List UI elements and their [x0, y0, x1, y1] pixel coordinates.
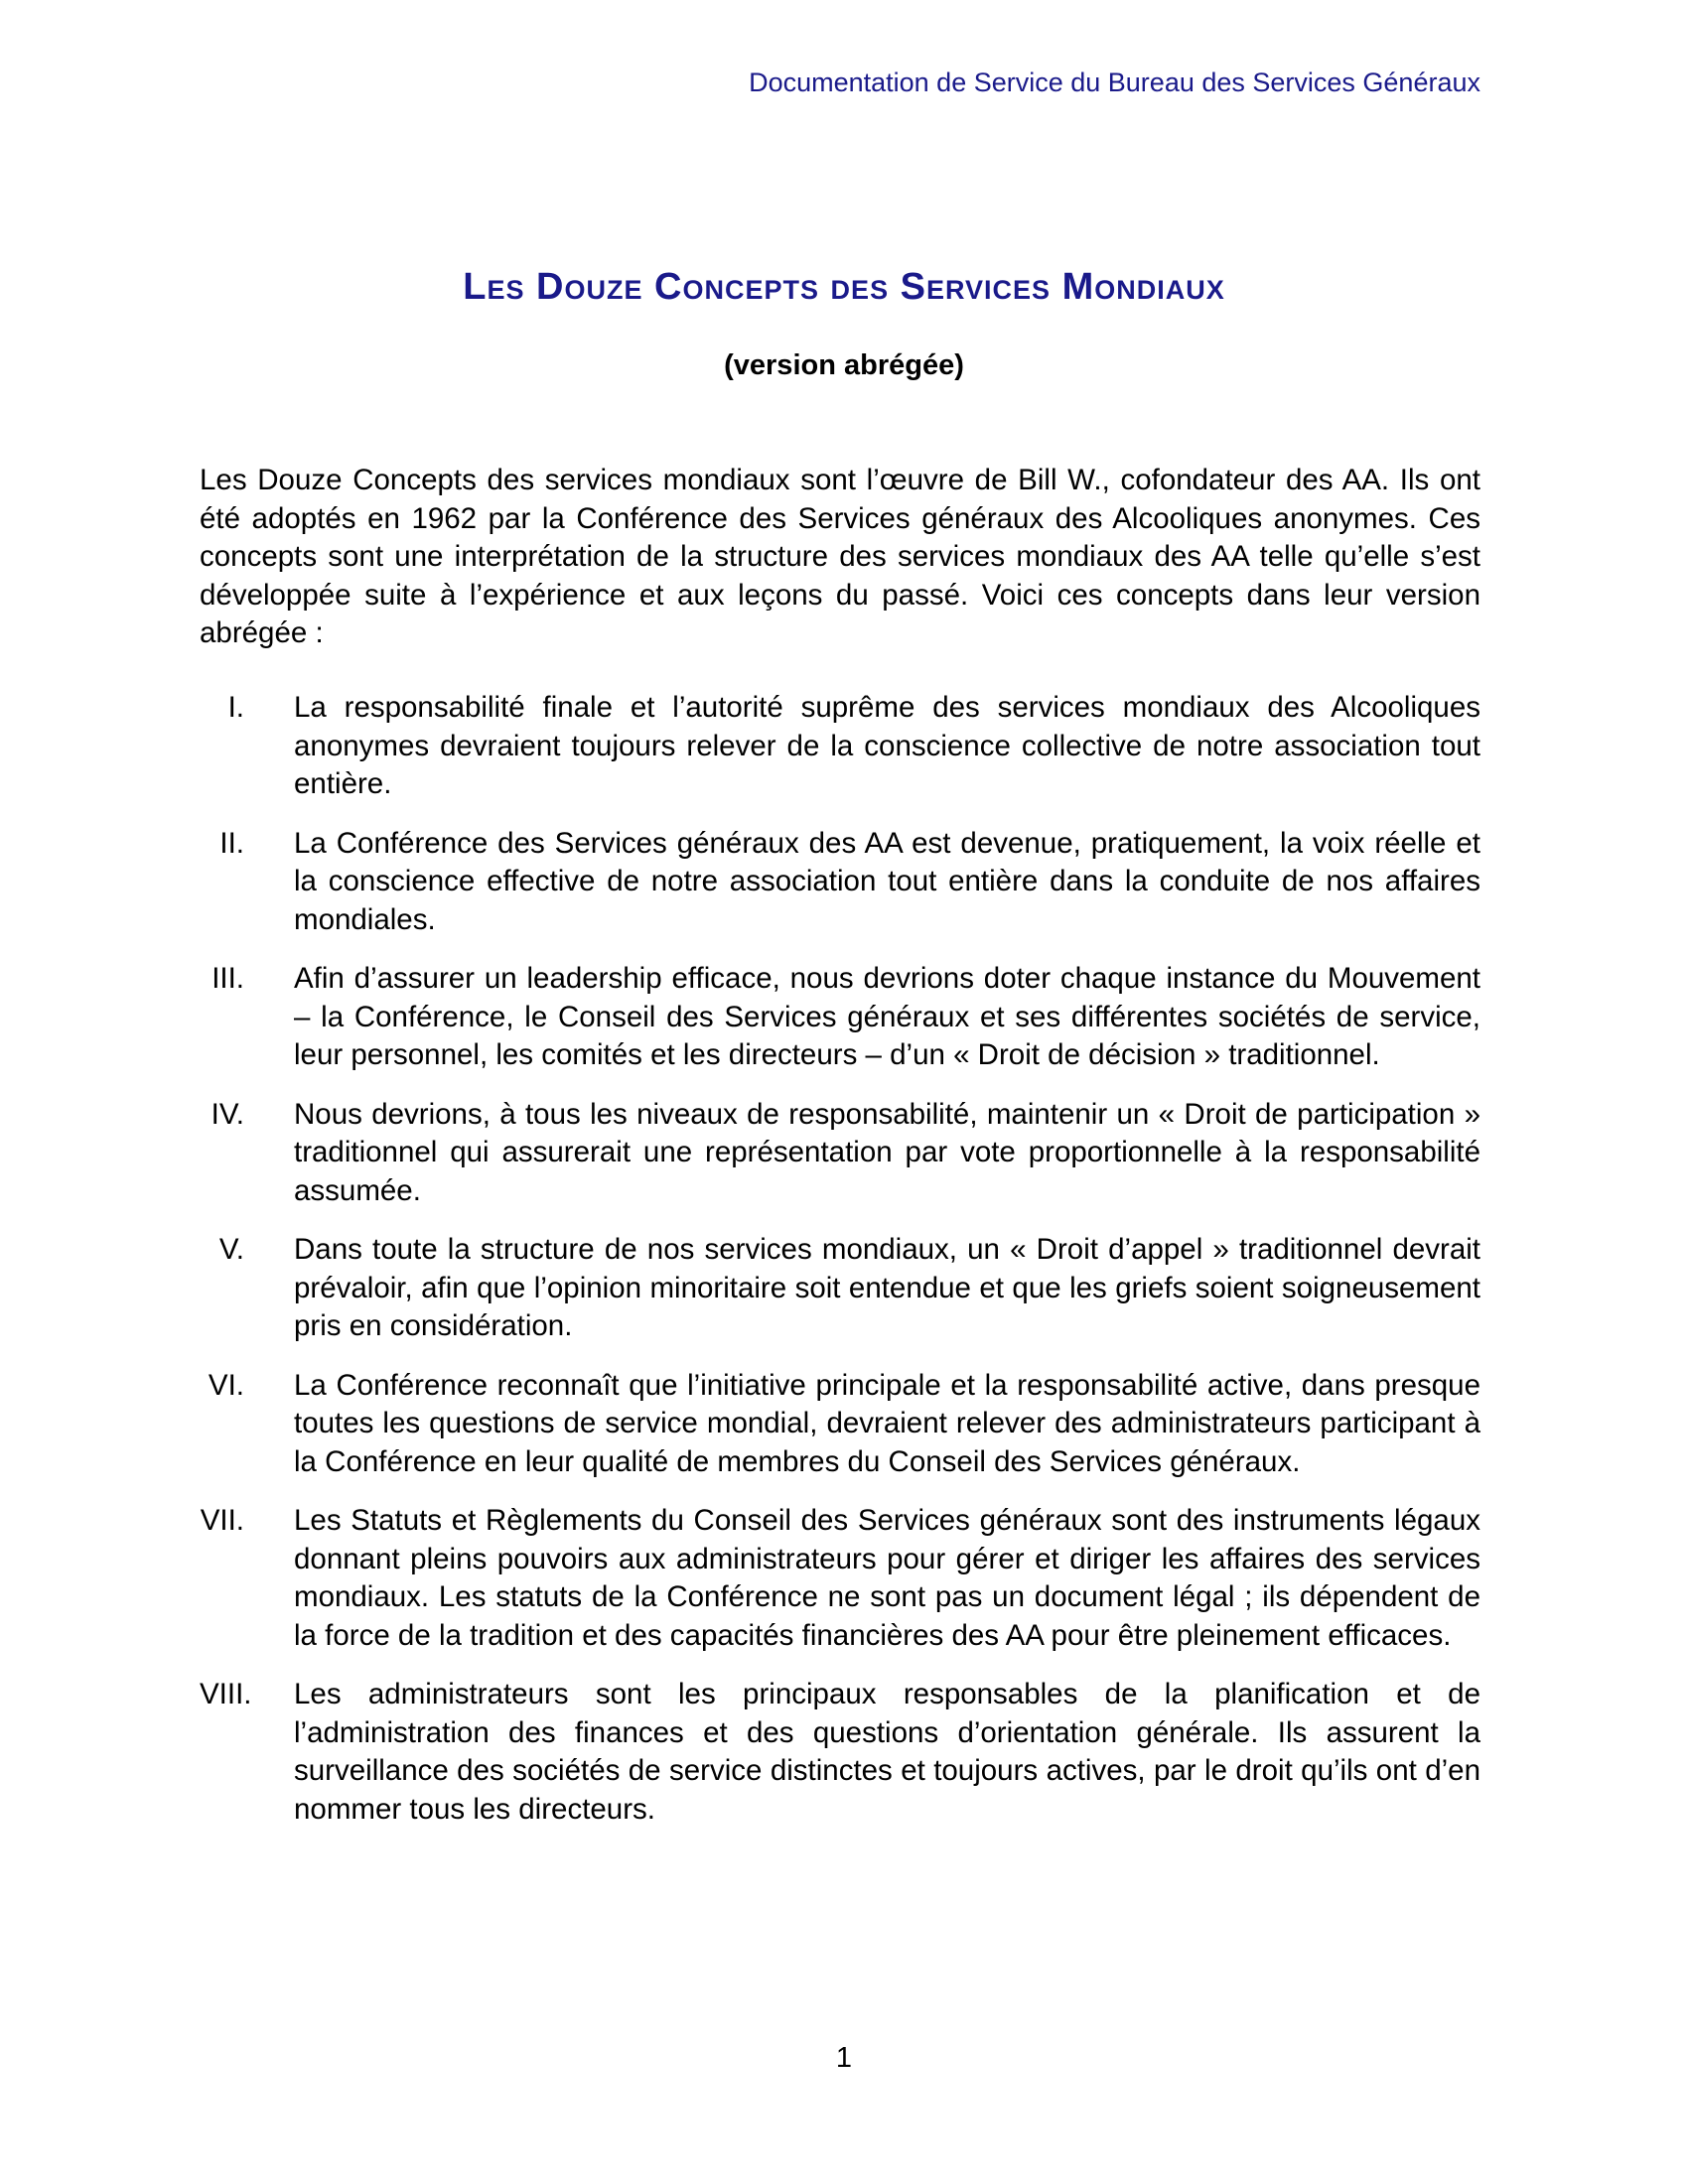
document-subtitle: (version abrégée) — [724, 349, 964, 381]
concept-numeral: V. — [218, 1233, 244, 1266]
concept-numeral: III. — [211, 962, 244, 995]
concept-numeral: VII. — [200, 1504, 244, 1537]
concept-text: Dans toute la structure de nos services mondiaux, un « Droit d’appel » traditionnel devrait prévaloir, afin que l’opinion minoritaire soit entendue et que les griefs soient soigneusement pris en considération. — [294, 1233, 1480, 1342]
concept-numeral: VIII. — [200, 1678, 252, 1710]
concept-text: Nous devrions, à tous les niveaux de responsabilité, maintenir un « Droit de participation » traditionnel qui assurerait une représentation par vote proportionnelle à la responsabilité assumée. — [294, 1097, 1480, 1207]
concept-numeral: IV. — [211, 1097, 244, 1131]
document-title: Les Douze Concepts des Services Mondiaux — [463, 266, 1225, 308]
concept-item-7 — [200, 1502, 1480, 1655]
concept-text: Les Statuts et Règlements du Conseil des Services généraux sont des instruments légaux donnant pleins pouvoirs aux administrateurs pour gérer et diriger les affaires des services mondiaux. Les statuts de la Conférence ne sont pas un document légal ; ils dépendent de la force de la tradition et des capacités financières des AA pour être pleinement efficaces. — [294, 1504, 1480, 1652]
concept-text: La Conférence des Services généraux des AA est devenue, pratiquement, la voix réelle et la conscience effective de notre association tout entière dans la conduite de nos affaires mondiales. — [294, 826, 1480, 936]
concept-item-5 — [200, 1231, 1480, 1346]
concept-item-3 — [200, 960, 1480, 1075]
concept-text: Afin d’assurer un leadership efficace, nous devrions doter chaque instance du Mouvement – la Conférence, le Conseil des Services généraux et ses différentes sociétés de service, leur personnel, les comités et les directeurs – d’un « Droit de décision » traditionnel. — [294, 962, 1480, 1071]
concept-numeral: I. — [227, 691, 244, 724]
intro-paragraph: Les Douze Concepts des services mondiaux sont l’œuvre de Bill W., cofondateur des AA. Ils ont été adoptés en 1962 par la Conférence des Services généraux des Alcooliques anonymes. Ces concepts sont une interprétation de la structure des services mondiaux des AA telle qu’elle s’est développée suite à l’expérience et aux leçons du passé. Voici ces concepts dans leur version abrégée : — [200, 464, 1480, 649]
concept-item-6 — [200, 1367, 1480, 1482]
concept-item-2 — [200, 825, 1480, 940]
concept-text: La responsabilité finale et l’autorité suprême des services mondiaux des Alcooliques anonymes devraient toujours relever de la conscience collective de notre association tout entière. — [294, 691, 1480, 800]
concept-item-1 — [200, 689, 1480, 804]
concepts-list — [200, 689, 1480, 1849]
concept-numeral: VI. — [208, 1368, 244, 1402]
page-number: 1 — [835, 2042, 853, 2074]
concept-item-4 — [200, 1096, 1480, 1211]
concept-text: Les administrateurs sont les principaux responsables de la planification et de l’administration des finances et des questions d’orientation générale. Ils assurent la surveillance des sociétés de service distinctes et toujours actives, par le droit qu’ils ont d’en nommer tous les directeurs. — [294, 1678, 1480, 1826]
concept-numeral: II. — [219, 826, 244, 860]
concept-item-8 — [200, 1676, 1480, 1829]
running-header: Documentation de Service du Bureau des Services Généraux — [749, 68, 1480, 97]
concept-text: La Conférence reconnaît que l’initiative principale et la responsabilité active, dans presque toutes les questions de service mondial, devraient relever des administrateurs participant à la Conférence en leur qualité de membres du Conseil des Services généraux. — [294, 1368, 1480, 1478]
